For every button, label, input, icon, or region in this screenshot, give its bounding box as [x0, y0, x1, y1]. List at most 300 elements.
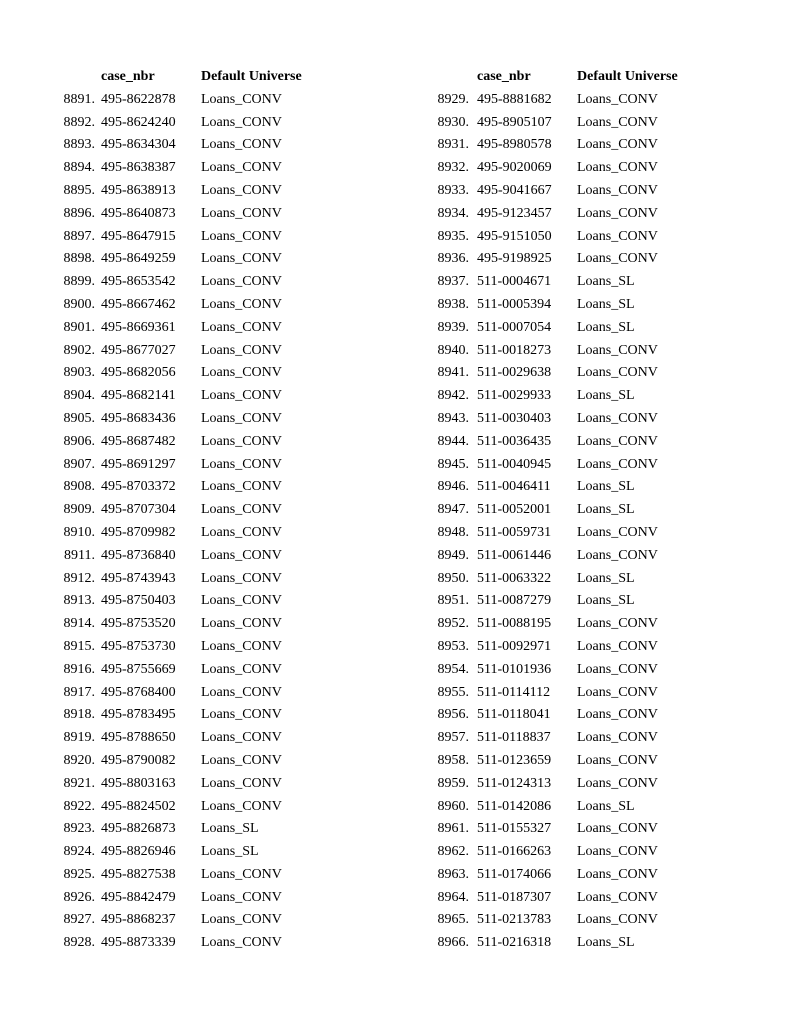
table-row	[400, 499, 799, 522]
row-index: 8902.	[63, 342, 95, 358]
row-index: 8958.	[437, 752, 469, 768]
universe-cell: Loans_CONV	[201, 570, 282, 586]
case-nbr-cell: 495-8980578	[477, 137, 552, 153]
right-table	[400, 66, 799, 955]
row-index: 8925.	[63, 866, 95, 882]
universe-cell: Loans_CONV	[577, 889, 658, 905]
row-index: 8915.	[63, 638, 95, 654]
row-index: 8945.	[437, 456, 469, 472]
row-index: 8942.	[437, 388, 469, 404]
table-row	[400, 909, 799, 932]
row-index: 8892.	[63, 114, 95, 130]
universe-cell: Loans_CONV	[577, 684, 658, 700]
table-row	[0, 226, 400, 249]
row-index: 8926.	[63, 889, 95, 905]
universe-cell: Loans_CONV	[201, 137, 282, 153]
case-nbr-cell: 495-8640873	[101, 205, 176, 221]
case-nbr-cell: 495-8649259	[101, 251, 176, 267]
row-index: 8954.	[437, 661, 469, 677]
universe-cell: Loans_CONV	[201, 798, 282, 814]
universe-cell: Loans_SL	[577, 935, 635, 951]
table-row	[400, 294, 799, 317]
case-nbr-cell: 495-9123457	[477, 205, 552, 221]
row-index: 8932.	[437, 160, 469, 176]
table-row	[400, 248, 799, 271]
table-row	[400, 818, 799, 841]
table-row	[0, 841, 400, 864]
universe-cell: Loans_CONV	[577, 91, 658, 107]
row-index: 8950.	[437, 570, 469, 586]
table-row	[0, 659, 400, 682]
table-row	[400, 431, 799, 454]
case-nbr-cell: 511-0029933	[477, 388, 552, 404]
table-row	[400, 545, 799, 568]
case-nbr-header: case_nbr	[101, 69, 155, 84]
universe-cell: Loans_CONV	[577, 616, 658, 632]
table-row	[0, 682, 400, 705]
case-nbr-cell: 495-9041667	[477, 182, 552, 198]
case-nbr-cell: 511-0018273	[477, 342, 552, 358]
table-row	[400, 887, 799, 910]
case-nbr-cell: 495-8736840	[101, 547, 176, 563]
universe-cell: Loans_CONV	[577, 730, 658, 746]
universe-cell: Loans_CONV	[201, 182, 282, 198]
row-index: 8891.	[63, 91, 95, 107]
table-row	[0, 750, 400, 773]
table-row	[400, 682, 799, 705]
universe-header: Default Universe	[201, 69, 302, 84]
row-index: 8904.	[63, 388, 95, 404]
table-row	[0, 613, 400, 636]
table-row	[400, 568, 799, 591]
table-row	[400, 796, 799, 819]
case-nbr-cell: 495-8790082	[101, 752, 176, 768]
case-nbr-cell: 495-8703372	[101, 479, 176, 495]
table-row	[400, 317, 799, 340]
case-nbr-cell: 511-0118041	[477, 707, 551, 723]
universe-cell: Loans_CONV	[201, 889, 282, 905]
case-nbr-cell: 511-0088195	[477, 616, 552, 632]
universe-cell: Loans_CONV	[577, 524, 658, 540]
row-index: 8947.	[437, 502, 469, 518]
row-index: 8956.	[437, 707, 469, 723]
row-index: 8938.	[437, 296, 469, 312]
row-index: 8949.	[437, 547, 469, 563]
row-index: 8952.	[437, 616, 469, 632]
table-row	[0, 271, 400, 294]
case-nbr-cell: 495-8842479	[101, 889, 176, 905]
row-index: 8901.	[63, 319, 95, 335]
universe-cell: Loans_CONV	[201, 547, 282, 563]
universe-cell: Loans_CONV	[201, 160, 282, 176]
table-row	[0, 476, 400, 499]
table-row	[400, 340, 799, 363]
row-index: 8936.	[437, 251, 469, 267]
universe-cell: Loans_CONV	[201, 251, 282, 267]
row-index: 8940.	[437, 342, 469, 358]
table-row	[400, 636, 799, 659]
table-row	[0, 134, 400, 157]
universe-cell: Loans_CONV	[577, 638, 658, 654]
row-index: 8961.	[437, 821, 469, 837]
row-index: 8959.	[437, 775, 469, 791]
universe-cell: Loans_CONV	[577, 866, 658, 882]
universe-cell: Loans_CONV	[577, 228, 658, 244]
universe-cell: Loans_CONV	[201, 593, 282, 609]
case-nbr-cell: 495-9020069	[477, 160, 552, 176]
row-index: 8907.	[63, 456, 95, 472]
case-nbr-cell: 511-0166263	[477, 844, 552, 860]
universe-cell: Loans_SL	[201, 821, 259, 837]
case-nbr-cell: 495-8683436	[101, 410, 176, 426]
row-index: 8929.	[437, 91, 469, 107]
table-row	[400, 750, 799, 773]
case-nbr-cell: 511-0052001	[477, 502, 552, 518]
row-index: 8923.	[63, 821, 95, 837]
row-index: 8916.	[63, 661, 95, 677]
case-nbr-cell: 511-0092971	[477, 638, 552, 654]
row-index: 8918.	[63, 707, 95, 723]
universe-cell: Loans_CONV	[577, 342, 658, 358]
case-nbr-cell: 495-8677027	[101, 342, 176, 358]
table-row	[400, 180, 799, 203]
case-nbr-cell: 495-8803163	[101, 775, 176, 791]
table-row	[0, 112, 400, 135]
case-nbr-cell: 511-0005394	[477, 296, 552, 312]
case-nbr-cell: 495-8750403	[101, 593, 176, 609]
row-index: 8908.	[63, 479, 95, 495]
row-index: 8944.	[437, 433, 469, 449]
row-index: 8937.	[437, 274, 469, 290]
case-nbr-cell: 495-8687482	[101, 433, 176, 449]
row-index: 8960.	[437, 798, 469, 814]
case-nbr-cell: 495-8653542	[101, 274, 176, 290]
right-table-body	[400, 89, 799, 955]
table-row	[400, 362, 799, 385]
universe-cell: Loans_CONV	[577, 410, 658, 426]
case-nbr-cell: 495-8691297	[101, 456, 176, 472]
case-nbr-cell: 495-8682141	[101, 388, 176, 404]
case-nbr-cell: 495-8826873	[101, 821, 176, 837]
row-index: 8933.	[437, 182, 469, 198]
row-index: 8900.	[63, 296, 95, 312]
universe-cell: Loans_SL	[577, 274, 635, 290]
universe-cell: Loans_CONV	[201, 661, 282, 677]
row-index: 8921.	[63, 775, 95, 791]
row-index: 8935.	[437, 228, 469, 244]
row-index: 8946.	[437, 479, 469, 495]
table-row	[0, 431, 400, 454]
case-nbr-cell: 511-0061446	[477, 547, 552, 563]
case-nbr-cell: 495-8868237	[101, 912, 176, 928]
universe-cell: Loans_CONV	[201, 388, 282, 404]
table-row	[0, 887, 400, 910]
case-nbr-cell: 495-8709982	[101, 524, 176, 540]
table-row	[0, 773, 400, 796]
universe-cell: Loans_CONV	[577, 433, 658, 449]
table-row	[0, 796, 400, 819]
universe-cell: Loans_SL	[577, 319, 635, 335]
case-nbr-cell: 511-0040945	[477, 456, 552, 472]
row-index: 8894.	[63, 160, 95, 176]
case-nbr-cell: 495-8669361	[101, 319, 176, 335]
universe-cell: Loans_CONV	[201, 638, 282, 654]
row-index: 8965.	[437, 912, 469, 928]
table-row	[400, 408, 799, 431]
case-nbr-cell: 495-8707304	[101, 502, 176, 518]
table-row	[400, 727, 799, 750]
table-row	[400, 203, 799, 226]
table-row	[0, 909, 400, 932]
case-nbr-cell: 495-8753520	[101, 616, 176, 632]
row-index: 8953.	[437, 638, 469, 654]
universe-cell: Loans_CONV	[201, 752, 282, 768]
case-nbr-cell: 495-8638913	[101, 182, 176, 198]
row-index: 8896.	[63, 205, 95, 221]
case-nbr-cell: 511-0004671	[477, 274, 552, 290]
table-row	[0, 727, 400, 750]
universe-cell: Loans_CONV	[201, 205, 282, 221]
case-nbr-cell: 495-8743943	[101, 570, 176, 586]
row-index: 8928.	[63, 935, 95, 951]
table-row	[0, 157, 400, 180]
row-index: 8913.	[63, 593, 95, 609]
case-nbr-cell: 511-0118837	[477, 730, 551, 746]
row-index: 8963.	[437, 866, 469, 882]
table-row	[0, 636, 400, 659]
universe-cell: Loans_CONV	[577, 844, 658, 860]
row-index: 8939.	[437, 319, 469, 335]
universe-cell: Loans_CONV	[201, 912, 282, 928]
table-row	[0, 568, 400, 591]
table-row	[400, 659, 799, 682]
table-row	[0, 362, 400, 385]
case-nbr-cell: 495-8647915	[101, 228, 176, 244]
universe-cell: Loans_CONV	[201, 684, 282, 700]
case-nbr-cell: 511-0155327	[477, 821, 552, 837]
case-nbr-cell: 495-8873339	[101, 935, 176, 951]
table-row	[400, 522, 799, 545]
universe-cell: Loans_CONV	[201, 707, 282, 723]
universe-cell: Loans_CONV	[577, 661, 658, 677]
case-nbr-cell: 495-8881682	[477, 91, 552, 107]
universe-cell: Loans_CONV	[201, 616, 282, 632]
case-nbr-cell: 511-0063322	[477, 570, 552, 586]
universe-cell: Loans_SL	[201, 844, 259, 860]
universe-cell: Loans_CONV	[201, 502, 282, 518]
universe-cell: Loans_CONV	[577, 547, 658, 563]
universe-cell: Loans_SL	[577, 296, 635, 312]
row-index: 8912.	[63, 570, 95, 586]
table-row	[400, 385, 799, 408]
universe-cell: Loans_CONV	[577, 821, 658, 837]
case-nbr-cell: 511-0123659	[477, 752, 552, 768]
left-header-row	[0, 66, 400, 89]
case-nbr-cell: 495-8768400	[101, 684, 176, 700]
case-nbr-cell: 511-0187307	[477, 889, 552, 905]
case-nbr-cell: 495-8667462	[101, 296, 176, 312]
row-index: 8920.	[63, 752, 95, 768]
row-index: 8898.	[63, 251, 95, 267]
row-index: 8951.	[437, 593, 469, 609]
case-nbr-cell: 511-0036435	[477, 433, 552, 449]
row-index: 8966.	[437, 935, 469, 951]
universe-cell: Loans_CONV	[201, 274, 282, 290]
case-nbr-cell: 495-9198925	[477, 251, 552, 267]
row-index: 8910.	[63, 524, 95, 540]
case-nbr-cell: 511-0114112	[477, 684, 551, 700]
row-index: 8957.	[437, 730, 469, 746]
universe-cell: Loans_CONV	[201, 479, 282, 495]
universe-cell: Loans_CONV	[577, 365, 658, 381]
row-index: 8930.	[437, 114, 469, 130]
row-index: 8914.	[63, 616, 95, 632]
universe-cell: Loans_CONV	[577, 137, 658, 153]
row-index: 8899.	[63, 274, 95, 290]
case-nbr-cell: 495-8682056	[101, 365, 176, 381]
row-index: 8943.	[437, 410, 469, 426]
right-header-row	[400, 66, 799, 89]
table-row	[400, 590, 799, 613]
row-index: 8919.	[63, 730, 95, 746]
table-row	[400, 89, 799, 112]
table-row	[400, 613, 799, 636]
universe-header: Default Universe	[577, 69, 678, 84]
row-index: 8909.	[63, 502, 95, 518]
table-row	[0, 317, 400, 340]
table-row	[400, 454, 799, 477]
row-index: 8911.	[64, 547, 95, 563]
case-nbr-cell: 511-0101936	[477, 661, 552, 677]
row-index: 8906.	[63, 433, 95, 449]
row-index: 8903.	[63, 365, 95, 381]
universe-cell: Loans_CONV	[201, 228, 282, 244]
row-index: 8922.	[63, 798, 95, 814]
row-index: 8893.	[63, 137, 95, 153]
case-nbr-header: case_nbr	[477, 69, 531, 84]
table-row	[400, 864, 799, 887]
case-nbr-cell: 495-8638387	[101, 160, 176, 176]
universe-cell: Loans_CONV	[201, 342, 282, 358]
case-nbr-cell: 511-0087279	[477, 593, 552, 609]
table-row	[400, 112, 799, 135]
universe-cell: Loans_CONV	[201, 935, 282, 951]
table-row	[0, 864, 400, 887]
row-index: 8948.	[437, 524, 469, 540]
table-row	[400, 157, 799, 180]
universe-cell: Loans_SL	[577, 388, 635, 404]
universe-cell: Loans_CONV	[201, 296, 282, 312]
table-row	[400, 476, 799, 499]
universe-cell: Loans_CONV	[201, 775, 282, 791]
case-nbr-cell: 511-0213783	[477, 912, 552, 928]
case-nbr-cell: 511-0030403	[477, 410, 552, 426]
table-row	[0, 408, 400, 431]
case-nbr-cell: 511-0216318	[477, 935, 552, 951]
universe-cell: Loans_CONV	[201, 365, 282, 381]
universe-cell: Loans_CONV	[201, 730, 282, 746]
universe-cell: Loans_SL	[577, 593, 635, 609]
universe-cell: Loans_CONV	[577, 205, 658, 221]
table-row	[0, 818, 400, 841]
universe-cell: Loans_SL	[577, 502, 635, 518]
row-index: 8931.	[437, 137, 469, 153]
row-index: 8927.	[63, 912, 95, 928]
row-index: 8964.	[437, 889, 469, 905]
table-row	[400, 704, 799, 727]
table-row	[400, 134, 799, 157]
table-row	[400, 226, 799, 249]
universe-cell: Loans_CONV	[201, 91, 282, 107]
case-nbr-cell: 495-8824502	[101, 798, 176, 814]
universe-cell: Loans_CONV	[577, 752, 658, 768]
case-nbr-cell: 495-8624240	[101, 114, 176, 130]
table-row	[0, 203, 400, 226]
universe-cell: Loans_CONV	[577, 912, 658, 928]
table-row	[0, 385, 400, 408]
case-nbr-cell: 495-8905107	[477, 114, 552, 130]
table-row	[0, 294, 400, 317]
table-row	[400, 271, 799, 294]
row-index: 8924.	[63, 844, 95, 860]
universe-cell: Loans_CONV	[577, 114, 658, 130]
universe-cell: Loans_CONV	[201, 114, 282, 130]
case-nbr-cell: 495-8788650	[101, 730, 176, 746]
table-row	[0, 454, 400, 477]
universe-cell: Loans_CONV	[201, 524, 282, 540]
case-nbr-cell: 511-0007054	[477, 319, 552, 335]
universe-cell: Loans_SL	[577, 570, 635, 586]
row-index: 8962.	[437, 844, 469, 860]
table-row	[400, 841, 799, 864]
case-nbr-cell: 495-9151050	[477, 228, 552, 244]
table-row	[0, 180, 400, 203]
left-table	[0, 66, 400, 955]
table-row	[400, 773, 799, 796]
row-index: 8905.	[63, 410, 95, 426]
case-nbr-cell: 495-8826946	[101, 844, 176, 860]
case-nbr-cell: 511-0046411	[477, 479, 551, 495]
universe-cell: Loans_CONV	[577, 182, 658, 198]
universe-cell: Loans_CONV	[201, 866, 282, 882]
case-nbr-cell: 495-8755669	[101, 661, 176, 677]
table-row	[0, 590, 400, 613]
table-row	[0, 89, 400, 112]
case-nbr-cell: 495-8634304	[101, 137, 176, 153]
case-nbr-cell: 495-8622878	[101, 91, 176, 107]
row-index: 8941.	[437, 365, 469, 381]
universe-cell: Loans_CONV	[201, 433, 282, 449]
case-nbr-cell: 511-0174066	[477, 866, 552, 882]
table-row	[0, 545, 400, 568]
universe-cell: Loans_CONV	[201, 319, 282, 335]
case-nbr-cell: 511-0142086	[477, 798, 552, 814]
universe-cell: Loans_CONV	[577, 251, 658, 267]
table-row	[0, 340, 400, 363]
universe-cell: Loans_CONV	[201, 456, 282, 472]
table-row	[0, 704, 400, 727]
case-nbr-cell: 511-0029638	[477, 365, 552, 381]
table-row	[0, 522, 400, 545]
case-nbr-cell: 511-0059731	[477, 524, 552, 540]
universe-cell: Loans_CONV	[577, 775, 658, 791]
table-row	[0, 499, 400, 522]
case-nbr-cell: 495-8783495	[101, 707, 176, 723]
table-row	[0, 248, 400, 271]
row-index: 8917.	[63, 684, 95, 700]
left-table-body	[0, 89, 400, 955]
table-row	[0, 932, 400, 955]
